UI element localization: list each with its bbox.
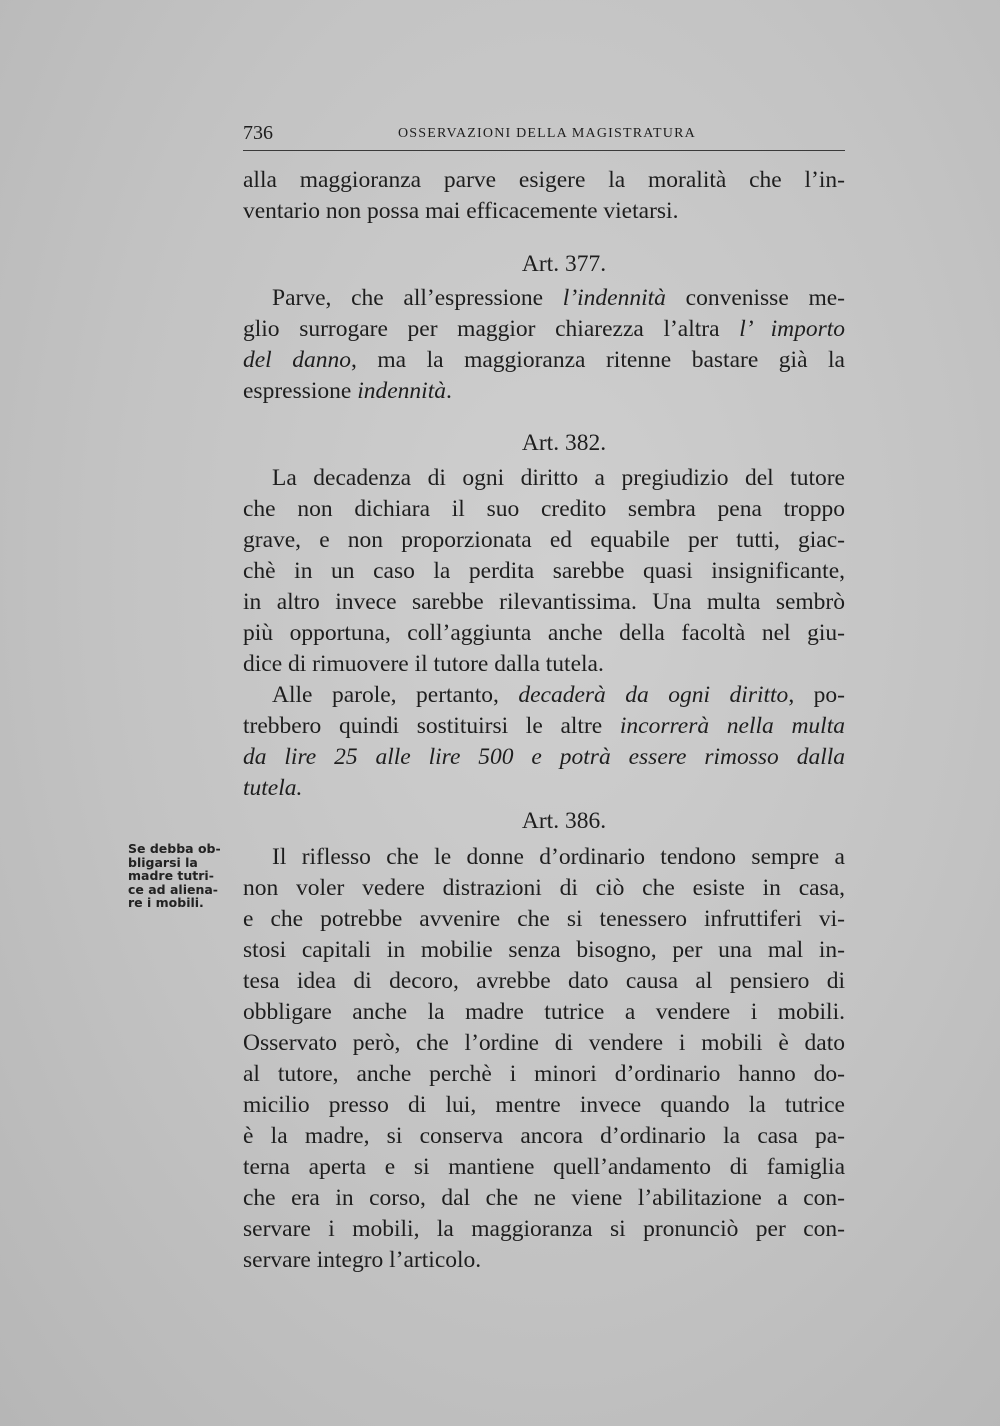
text-line: Parve, che all’espressione l’indennità convenisse me- [272,285,845,311]
text-line: terna aperta e si mantiene quell’andamento di famiglia [243,1154,845,1180]
text-line: tutela. [243,775,303,801]
text-line: La decadenza di ogni diritto a pregiudizio del tutore [272,465,845,491]
text-line: servare i mobili, la maggioranza si pronunciò per con- [243,1216,845,1242]
text-line: più opportuna, coll’aggiunta anche della facoltà nel giu- [243,620,845,646]
margin-note [128,842,228,910]
text-line: stosi capitali in mobilie senza bisogno, per una mal in- [243,937,845,963]
margin-note-line: re i mobili. [128,895,204,910]
text-line: che era in corso, dal che ne viene l’abilitazione a con- [243,1185,845,1211]
text-line: che non dichiara il suo credito sembra pena troppo [243,496,845,522]
text-line: servare integro l’articolo. [243,1247,482,1273]
text-line: Osservato però, che l’ordine di vendere i mobili è dato [243,1030,845,1056]
text-line: è la madre, si conserva ancora d’ordinario la casa pa- [243,1123,845,1149]
article-heading-377: Art. 377. [521,251,607,277]
margin-note-line: bligarsi la [128,854,198,870]
text-line: alla maggioranza parve esigere la moralità che l’in- [243,167,845,193]
text-line: Alle parole, pertanto, decaderà da ogni diritto, po- [272,682,845,708]
article-heading-386: Art. 386. [521,808,607,834]
text-line: del danno, ma la maggioranza ritenne bastare già la [243,347,845,373]
text-line: grave, e non proporzionata ed equabile per tutti, giac- [243,527,845,553]
margin-note-line: ce ad aliena- [128,881,218,897]
running-head: OSSERVAZIONI DELLA MAGISTRATURA [398,126,696,141]
page-header [243,122,845,151]
text-line: in altro invece sarebbe rilevantissima. Una multa sembrò [243,589,845,615]
text-line: al tutore, anche perchè i minori d’ordinario hanno do- [243,1061,845,1087]
text-line: glio surrogare per maggior chiarezza l’altra l’ importo [243,316,845,342]
text-line: obbligare anche la madre tutrice a vendere i mobili. [243,999,845,1025]
text-line: da lire 25 alle lire 500 e potrà essere rimosso dalla [243,744,845,770]
margin-note-line: Se debba ob- [128,841,221,856]
text-line: espressione indennità. [243,378,452,404]
article-heading-382: Art. 382. [521,430,607,456]
text-line: ventario non possa mai efficacemente vietarsi. [243,198,679,224]
text-line: trebbero quindi sostituirsi le altre incorrerà nella multa [243,713,845,739]
margin-note-line: madre tutri- [128,868,214,883]
page-number: 736 [243,122,273,144]
text-line: e che potrebbe avvenire che si tenessero infruttiferi vi- [243,906,845,932]
text-line: chè in un caso la perdita sarebbe quasi insignificante, [243,558,845,584]
text-line: non voler vedere distrazioni di ciò che esiste in casa, [243,875,845,901]
text-line: micilio presso di lui, mentre invece quando la tutrice [243,1092,845,1118]
text-line: tesa idea di decoro, avrebbe dato causa al pensiero di [243,968,845,994]
text-line: Il riflesso che le donne d’ordinario tendono sempre a [272,844,845,870]
text-line: dice di rimuovere il tutore dalla tutela. [243,651,604,677]
